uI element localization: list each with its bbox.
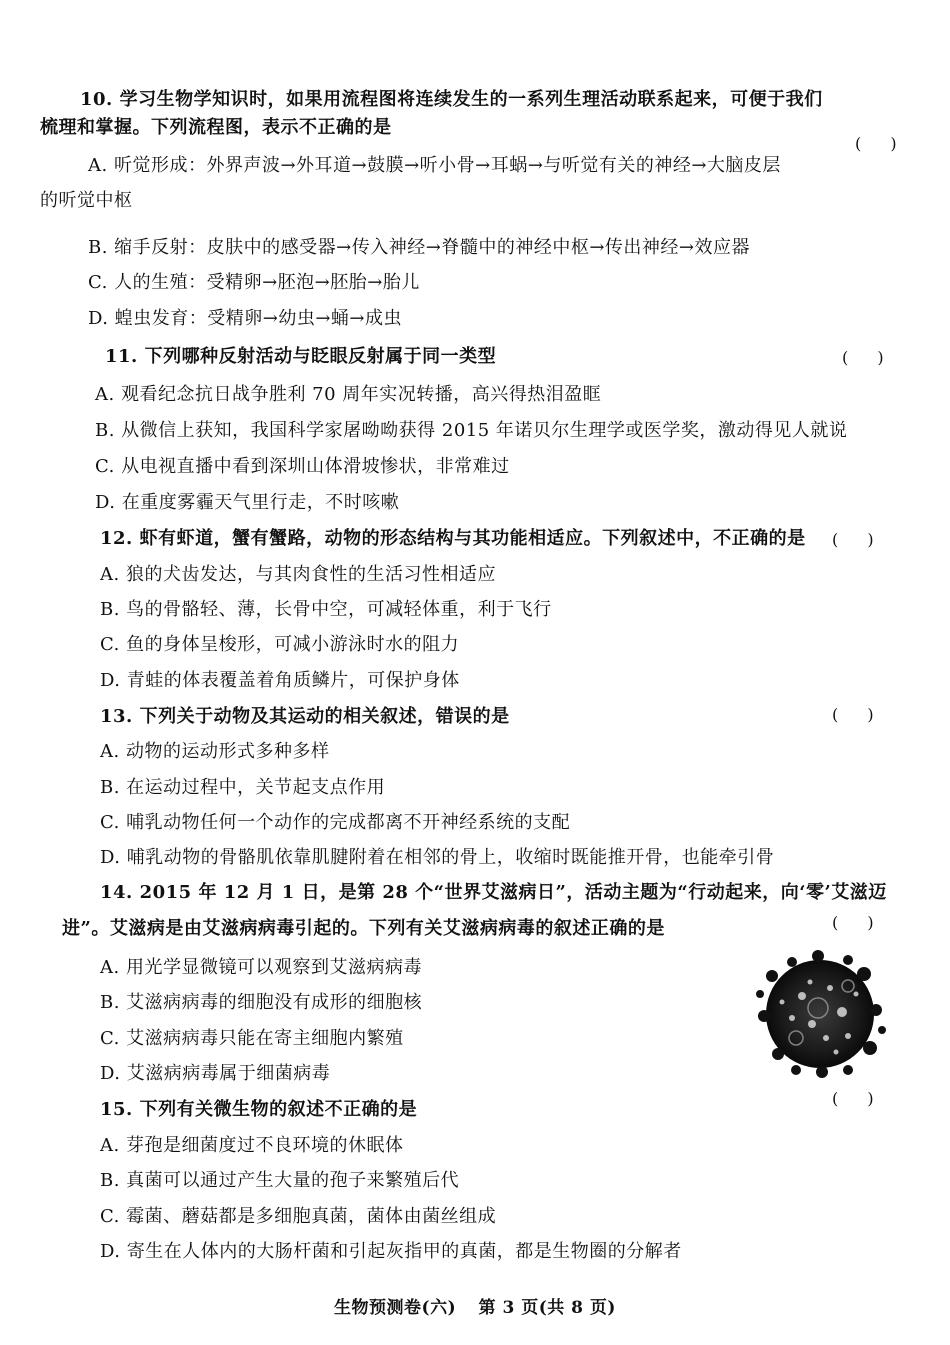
q12-option-c: C. 鱼的身体呈梭形，可减小游泳时水的阻力 (100, 634, 460, 655)
q14-option-d: D. 艾滋病病毒属于细菌病毒 (100, 1063, 331, 1084)
q10-stem-line-1: 10. 学习生物学知识时，如果用流程图将连续发生的一系列生理活动联系起来，可便于我们 (80, 89, 823, 110)
q15-answer-paren: ( ) (832, 1089, 886, 1108)
q15-stem: 15. 下列有关微生物的叙述不正确的是 (100, 1099, 418, 1120)
footer-page-number: 第 3 页(共 8 页) (478, 1298, 616, 1318)
footer-subject: 生物预测卷(六) (334, 1298, 457, 1318)
q12-option-d: D. 青蛙的体表覆盖着角质鳞片，可保护身体 (100, 670, 460, 691)
q13-option-d: D. 哺乳动物的骨骼肌依靠肌腱附着在相邻的骨上，收缩时既能推开骨，也能牵引骨 (100, 847, 775, 868)
q10-option-c: C. 人的生殖：受精卵→胚泡→胚胎→胎儿 (88, 272, 420, 293)
q12-stem: 12. 虾有虾道，蟹有蟹路，动物的形态结构与其功能相适应。下列叙述中，不正确的是 (100, 528, 806, 549)
q11-option-a: A. 观看纪念抗日战争胜利 70 周年实况转播，高兴得热泪盈眶 (95, 384, 602, 405)
q14-stem-line-2: 进”。艾滋病是由艾滋病病毒引起的。下列有关艾滋病病毒的叙述正确的是 (62, 918, 665, 939)
q12-option-a: A. 狼的犬齿发达，与其肉食性的生活习性相适应 (100, 564, 496, 585)
q13-answer-paren: ( ) (832, 705, 886, 724)
page-footer (0, 1293, 950, 1318)
q10-option-a-cont: 的听觉中枢 (40, 190, 133, 211)
q10-option-d: D. 蝗虫发育：受精卵→幼虫→蛹→成虫 (88, 308, 402, 329)
q14-option-c: C. 艾滋病病毒只能在寄主细胞内繁殖 (100, 1028, 404, 1049)
q10-option-b: B. 缩手反射：皮肤中的感受器→传入神经→脊髓中的神经中枢→传出神经→效应器 (88, 237, 750, 258)
q14-stem-line-1: 14. 2015 年 12 月 1 日，是第 28 个“世界艾滋病日”，活动主题为“行动起来，向‘零’艾滋迈 (100, 882, 887, 903)
q11-option-c: C. 从电视直播中看到深圳山体滑坡惨状，非常难过 (95, 456, 510, 477)
q12-option-b: B. 鸟的骨骼轻、薄，长骨中空，可减轻体重，利于飞行 (100, 599, 552, 620)
q15-option-b: B. 真菌可以通过产生大量的孢子来繁殖后代 (100, 1170, 460, 1191)
q13-option-b: B. 在运动过程中，关节起支点作用 (100, 777, 386, 798)
q14-answer-paren: ( ) (832, 913, 886, 932)
q10-answer-paren: ( ) (855, 134, 909, 153)
q15-option-c: C. 霉菌、蘑菇都是多细胞真菌，菌体由菌丝组成 (100, 1206, 497, 1227)
q11-answer-paren: ( ) (842, 348, 896, 367)
q10-stem-line-2: 梳理和掌握。下列流程图，表示不正确的是 (40, 117, 392, 138)
q11-option-d: D. 在重度雾霾天气里行走，不时咳嗽 (95, 492, 400, 513)
q13-option-c: C. 哺乳动物任何一个动作的完成都离不开神经系统的支配 (100, 812, 571, 833)
q13-stem: 13. 下列关于动物及其运动的相关叙述，错误的是 (100, 706, 510, 727)
q15-option-a: A. 芽孢是细菌度过不良环境的休眠体 (100, 1135, 404, 1156)
q14-option-b: B. 艾滋病病毒的细胞没有成形的细胞核 (100, 992, 423, 1013)
hiv-virus-micrograph-image (752, 946, 888, 1082)
q11-stem: 11. 下列哪种反射活动与眨眼反射属于同一类型 (105, 346, 497, 367)
q13-option-a: A. 动物的运动形式多种多样 (100, 741, 330, 762)
q15-option-d: D. 寄生在人体内的大肠杆菌和引起灰指甲的真菌，都是生物圈的分解者 (100, 1241, 682, 1262)
q14-option-a: A. 用光学显微镜可以观察到艾滋病病毒 (100, 957, 422, 978)
q12-answer-paren: ( ) (832, 530, 886, 549)
q10-option-a: A. 听觉形成：外界声波→外耳道→鼓膜→听小骨→耳蜗→与听觉有关的神经→大脑皮层 (88, 155, 781, 176)
q11-option-b: B. 从微信上获知，我国科学家屠呦呦获得 2015 年诺贝尔生理学或医学奖，激动得见人就说 (95, 420, 848, 441)
